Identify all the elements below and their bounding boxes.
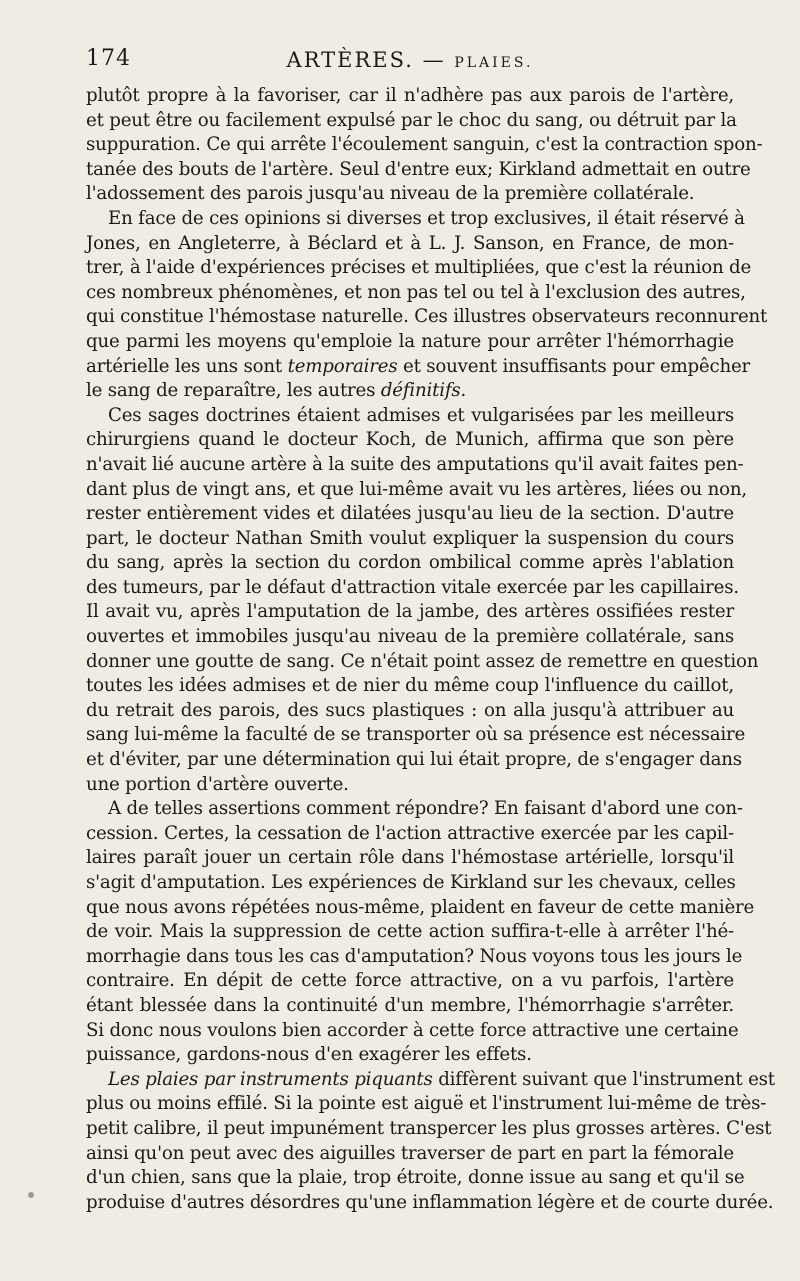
text-line: part, le docteur Nathan Smith voulut expliquer la suspension du cours — [86, 527, 734, 549]
text-line: qui constitue l'hémostase naturelle. Ces illustres observateurs reconnurent — [86, 306, 768, 328]
text-line: trer, à l'aide d'expériences précises et multipliées, que c'est la réunion de — [86, 257, 752, 279]
text-line: n'avait lié aucune artère à la suite des amputations qu'il avait faites pen- — [86, 453, 744, 475]
text-line: A de telles assertions comment répondre? En faisant d'abord une con- — [108, 798, 743, 820]
text-segment: le sang de reparaître, les autres — [86, 380, 381, 402]
text-line: l'adossement des parois jusqu'au niveau de la première collatérale. — [86, 183, 695, 205]
text-line: ainsi qu'on peut avec des aiguilles traverser de part en part la fémorale — [86, 1142, 734, 1164]
text-line: des tumeurs, par le défaut d'attraction vitale exercée par les capillaires. — [86, 576, 739, 598]
text-line: sang lui-même la faculté de se transporter où sa présence est nécessaire — [86, 724, 746, 746]
text-line: Il avait vu, après l'amputation de la jambe, des artères ossifiées rester — [86, 601, 734, 623]
ink-spot — [28, 1192, 34, 1198]
paragraph — [86, 84, 763, 207]
paragraph — [86, 1068, 775, 1216]
text-line: En face de ces opinions si diverses et trop exclusives, il était réservé à — [108, 207, 745, 229]
text-line: donner une goutte de sang. Ce n'était point assez de remettre en question — [86, 650, 759, 672]
text-line: rester entièrement vides et dilatées jusqu'au lieu de la section. D'autre — [86, 503, 734, 525]
text-line: produise d'autres désordres qu'une inflammation légère et de courte durée. — [86, 1191, 774, 1213]
paragraph — [86, 207, 768, 404]
running-title-main: ARTÈRES. — [286, 48, 414, 72]
text-line: puissance, gardons-nous d'en exagérer les effets. — [86, 1044, 532, 1066]
text-line — [86, 355, 751, 380]
text-line: cession. Certes, la cessation de l'action attractive exercée par les capil- — [86, 822, 734, 844]
text-line: étant blessée dans la continuité d'un membre, l'hémorrhagie s'arrêter. — [86, 994, 734, 1016]
text-line: tanée des bouts de l'artère. Seul d'entre eux; Kirkland admettait en outre — [86, 158, 751, 180]
text-line: d'un chien, sans que la plaie, trop étroite, donne issue au sang et qu'il se — [86, 1167, 745, 1189]
italic-section-heading: Les plaies par instruments piquants — [108, 1068, 433, 1090]
italic-term-definitifs: définitifs — [380, 380, 461, 402]
text-line: toutes les idées admises et de nier du même coup l'influence du caillot, — [86, 675, 734, 697]
page-number: 174 — [86, 46, 131, 71]
text-line: dant plus de vingt ans, et que lui-même avait vu les artères, liées ou non, — [86, 478, 747, 500]
running-title-sub: PLAIES. — [454, 55, 534, 71]
text-segment: et souvent insuffisants pour empêcher — [397, 355, 751, 377]
text-line: suppuration. Ce qui arrête l'écoulement sanguin, c'est la contraction spon- — [86, 134, 763, 156]
text-line: laires paraît jouer un certain rôle dans l'hémostase artérielle, lorsqu'il — [86, 847, 734, 869]
text-line: du retrait des parois, des sucs plastiques : on alla jusqu'à attribuer au — [86, 699, 734, 721]
italic-term-temporaires: temporaires — [287, 355, 398, 377]
text-line: que nous avons répétées nous-même, plaident en faveur de cette manière — [86, 896, 755, 918]
text-line: Ces sages doctrines étaient admises et vulgarisées par les meilleurs — [108, 404, 734, 426]
body-text — [86, 84, 775, 1215]
text-line: de voir. Mais la suppression de cette action suffira-t-elle à arrêter l'hé- — [86, 921, 734, 943]
text-line: une portion d'artère ouverte. — [86, 773, 349, 795]
text-line: ces nombreux phénomènes, et non pas tel ou tel à l'exclusion des autres, — [86, 281, 746, 303]
paragraph — [86, 797, 755, 1068]
running-title-dash: — — [422, 48, 446, 72]
text-segment: diffèrent suivant que l'instrument est — [432, 1068, 775, 1090]
text-line: morrhagie dans tous les cas d'amputation? Nous voyons tous les jours le — [86, 945, 743, 967]
page-header — [86, 44, 734, 78]
text-line: et d'éviter, par une détermination qui lui était propre, de s'engager dans — [86, 749, 742, 771]
text-line: petit calibre, il peut impunément transpercer les plus grosses artères. C'est — [86, 1117, 772, 1139]
text-line: ouvertes et immobiles jusqu'au niveau de la première collatérale, sans — [86, 626, 734, 648]
text-segment: . — [460, 380, 467, 402]
text-line: s'agit d'amputation. Les expériences de Kirkland sur les chevaux, celles — [86, 872, 736, 893]
text-line: contraire. En dépit de cette force attractive, on a vu parfois, l'artère — [86, 970, 734, 992]
text-line: du sang, après la section du cordon ombilical comme après l'ablation — [86, 552, 734, 574]
text-line — [86, 1068, 775, 1093]
text-line: que parmi les moyens qu'emploie la nature pour arrêter l'hémorrhagie — [86, 330, 734, 352]
text-line: plutôt propre à la favoriser, car il n'adhère pas aux parois de l'artère, — [86, 85, 734, 106]
paragraph — [86, 404, 759, 798]
running-title — [86, 48, 734, 72]
text-line: chirurgiens quand le docteur Koch, de Munich, affirma que son père — [86, 429, 734, 451]
text-line: plus ou moins effilé. Si la pointe est aiguë et l'instrument lui-même de très- — [86, 1093, 767, 1115]
text-line: Si donc nous voulons bien accorder à cette force attractive une certaine — [86, 1019, 739, 1041]
text-line: et peut être ou facilement expulsé par le choc du sang, ou détruit par la — [86, 109, 737, 131]
text-line: Jones, en Angleterre, à Béclard et à L. J. Sanson, en France, de mon- — [86, 232, 734, 254]
text-segment: artérielle les uns sont — [86, 355, 288, 377]
text-line — [86, 379, 734, 404]
